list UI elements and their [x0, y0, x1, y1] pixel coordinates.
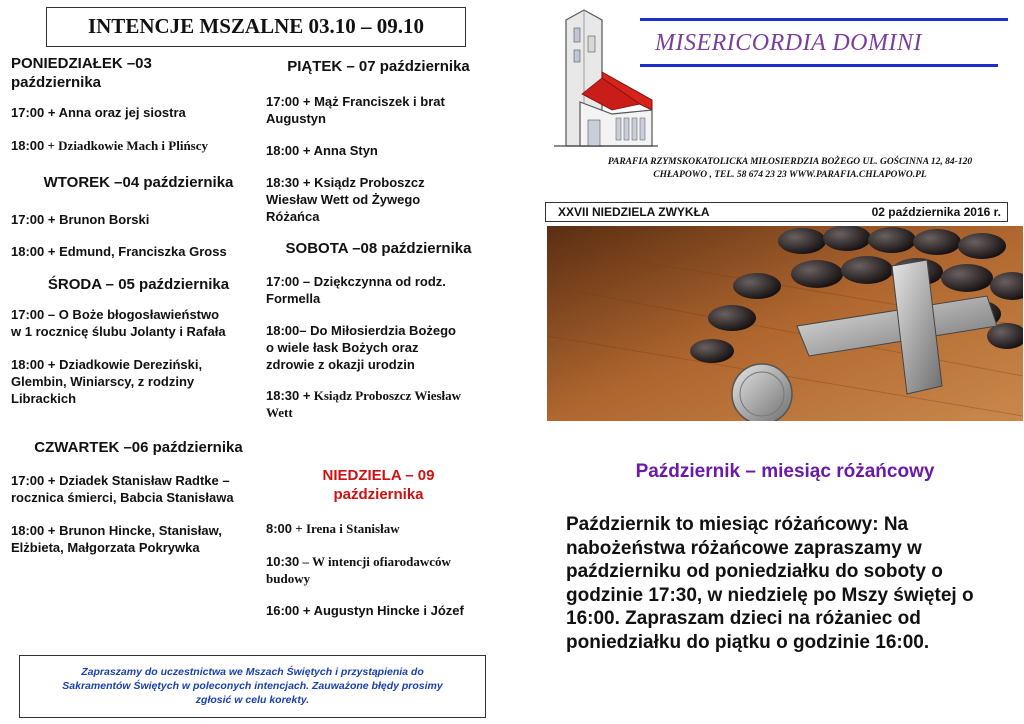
saturday-entry-1-line2: Formella — [266, 291, 321, 306]
sunday-heading — [266, 466, 491, 504]
monday-heading-line2: października — [11, 74, 102, 91]
brand-rule-bottom — [640, 64, 998, 67]
rosary-announcement: Październik to miesiąc różańcowy: Na nabożeństwa różańcowe zapraszamy w październiku od poniedziałku do soboty o godzinie 17:30, w niedzielę po Mszy świętej o 16:00. Zapraszam dzieci na różaniec od poniedziałku do piątku o godzinie 16:00. — [566, 514, 974, 653]
thursday-entry-1 — [11, 472, 266, 506]
friday-entry-3 — [266, 174, 506, 225]
saturday-entry-2-line2: o wiele łask Bożych oraz — [266, 340, 419, 355]
wednesday-entry-1 — [11, 306, 266, 340]
brand-rule-top — [640, 18, 1008, 21]
friday-entry-3-line1: 18:30 + Ksiądz Proboszcz — [266, 175, 425, 190]
monday-heading — [11, 54, 266, 92]
monday-entry-2 — [11, 137, 266, 154]
monday-heading-line1: PONIEDZIAŁEK –03 — [11, 55, 152, 72]
wednesday-entry-2-line2: Glembin, Winiarscy, z rodziny — [11, 374, 195, 389]
page-title: INTENCJE MSZALNE 03.10 – 09.10 — [46, 7, 466, 47]
parish-info-line1: PARAFIA RZYMSKOKATOLICKA MIŁOSIERDZIA BOŻEGO UL. GOŚCINNA 12, 84-120 — [607, 157, 973, 167]
brand-title: MISERICORDIA DOMINI — [655, 30, 922, 56]
thursday-entry-2-line2: Elżbieta, Małgorzata Pokrywka — [11, 540, 200, 555]
saturday-heading: SOBOTA –08 października — [285, 240, 472, 257]
footer-note-line3: zgłosić w celu korekty. — [195, 694, 310, 706]
sunday-heading-line1: NIEDZIELA – 09 — [322, 467, 435, 484]
sunday-entry-1-time: 8:00 — [266, 521, 293, 536]
church-illustration-icon — [552, 6, 660, 156]
sunday-heading-line2: października — [333, 486, 424, 503]
sunday-entry-1-text: + Irena i Stanisław — [292, 521, 400, 536]
saturday-entry-3 — [266, 387, 506, 421]
friday-entry-1-line1: 17:00 + Mąż Franciszek i brat — [266, 94, 445, 109]
friday-entry-1 — [266, 93, 506, 127]
sunday-entry-1 — [266, 520, 506, 537]
wednesday-heading: ŚRODA – 05 października — [47, 276, 230, 293]
footer-note — [19, 655, 486, 718]
monday-entry-1: 17:00 + Anna oraz jej siostra — [11, 105, 186, 120]
friday-entry-2: 18:00 + Anna Styn — [266, 143, 378, 158]
friday-entry-3-line2: Wiesław Wett od Żywego — [266, 192, 421, 207]
thursday-entry-1-line2: rocznica śmierci, Babcia Stanisława — [11, 490, 234, 505]
thursday-entry-1-line1: 17:00 + Dziadek Stanisław Radtke – — [11, 473, 230, 488]
sunday-entry-3: 16:00 + Augustyn Hincke i Józef — [266, 603, 464, 618]
sunday-entry-2-line2: budowy — [266, 571, 311, 586]
sunday-bar — [545, 202, 1008, 222]
thursday-entry-2 — [11, 522, 266, 556]
monday-entry-2-time: 18:00 — [11, 138, 45, 153]
tuesday-entry-1: 17:00 + Brunon Borski — [11, 212, 150, 227]
footer-note-line1: Zapraszamy do uczestnictwa we Mszach Świętych i przystąpienia do — [81, 666, 424, 678]
sunday-entry-2-text: – W intencji ofiarodawców — [299, 554, 451, 569]
rosary-photo — [547, 226, 1023, 421]
friday-heading: PIĄTEK – 07 października — [287, 58, 470, 75]
saturday-entry-2 — [266, 322, 506, 373]
tuesday-entry-2: 18:00 + Edmund, Franciszka Gross — [11, 244, 227, 259]
wednesday-entry-2-line3: Librackich — [11, 391, 77, 406]
parish-info — [555, 156, 1024, 182]
month-title: Październik – miesiąc różańcowy — [635, 461, 935, 482]
saturday-entry-3-text: Ksiądz Proboszcz Wiesław — [310, 388, 462, 403]
saturday-entry-1 — [266, 273, 506, 307]
thursday-entry-2-line1: 18:00 + Brunon Hincke, Stanisław, — [11, 523, 222, 538]
saturday-entry-2-line3: zdrowie z okazji urodzin — [266, 357, 415, 372]
wednesday-entry-2 — [11, 356, 266, 407]
sunday-entry-2 — [266, 553, 506, 587]
wednesday-entry-1-line1: 17:00 – O Boże błogosławieństwo — [11, 307, 220, 322]
parish-info-line2: CHŁAPOWO , TEL. 58 674 23 23 WWW.PARAFIA.CHLAPOWO.PL — [653, 170, 927, 180]
saturday-entry-1-line1: 17:00 – Dziękczynna od rodz. — [266, 274, 446, 289]
thursday-heading: CZWARTEK –06 października — [34, 439, 243, 456]
wednesday-entry-1-line2: w 1 rocznicę ślubu Jolanty i Rafała — [11, 324, 226, 339]
monday-entry-2-text: + Dziadkowie Mach i Plińscy — [44, 138, 209, 153]
saturday-entry-3-line2: Wett — [266, 405, 293, 420]
sunday-date: 02 października 2016 r. — [871, 205, 1001, 219]
footer-note-line2: Sakramentów Świętych w poleconych intencjach. Zauważone błędy prosimy — [62, 680, 443, 692]
tuesday-heading: WTOREK –04 października — [43, 174, 234, 191]
friday-entry-1-line2: Augustyn — [266, 111, 326, 126]
friday-entry-3-line3: Różańca — [266, 209, 320, 224]
saturday-entry-3-time: 18:30 + — [266, 388, 311, 403]
sunday-name: XXVII NIEDZIELA ZWYKŁA — [558, 205, 710, 219]
sunday-entry-2-time: 10:30 — [266, 554, 300, 569]
saturday-entry-2-line1: 18:00– Do Miłosierdzia Bożego — [266, 323, 456, 338]
wednesday-entry-2-line1: 18:00 + Dziadkowie Dereziński, — [11, 357, 203, 372]
